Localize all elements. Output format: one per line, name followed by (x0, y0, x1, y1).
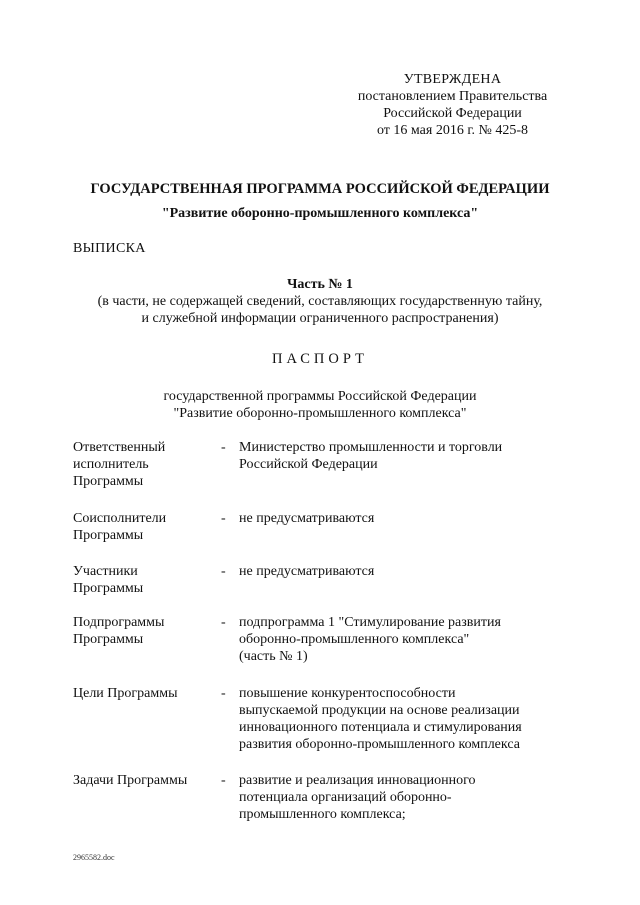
field-value-line: оборонно-промышленного комплекса" (239, 632, 470, 647)
field-label (73, 772, 213, 789)
field-value-line: подпрограмма 1 "Стимулирование развития (239, 615, 501, 630)
approval-line-3: от 16 мая 2016 г. № 425-8 (376, 123, 529, 138)
field-dash: - (221, 440, 226, 455)
field-label-line: Программы (73, 528, 144, 543)
field-value (239, 563, 559, 580)
field-label (73, 439, 213, 490)
field-label-line: Соисполнители (73, 511, 167, 526)
field-value-line: развитие и реализация инновационного (239, 773, 476, 788)
field-dash: - (221, 686, 226, 701)
field-value-line: промышленного комплекса; (239, 807, 406, 822)
field-label (73, 685, 213, 702)
field-value-line: развития оборонно-промышленного комплекса (239, 737, 520, 752)
program-title: ГОСУДАРСТВЕННАЯ ПРОГРАММА РОССИЙСКОЙ ФЕДЕРАЦИИ (90, 181, 550, 197)
field-label-line: Цели Программы (73, 686, 178, 701)
part-note (40, 293, 600, 327)
field-value-line: (часть № 1) (239, 649, 308, 664)
document-file-code: 2965582.doc (73, 853, 115, 862)
passport-subtitle-line-2: "Развитие оборонно-промышленного комплекса" (173, 406, 467, 421)
approval-stamp (330, 71, 575, 139)
part-title: Часть № 1 (287, 277, 353, 292)
field-value-line: потенциала организаций оборонно- (239, 790, 452, 805)
field-label (73, 614, 213, 648)
field-value-line: не предусматриваются (239, 511, 375, 526)
field-label-line: Ответственный (73, 440, 166, 455)
field-value (239, 439, 559, 473)
field-value (239, 772, 559, 823)
field-value (239, 510, 559, 527)
field-value-line: повышение конкурентоспособности (239, 686, 456, 701)
field-value (239, 685, 559, 753)
field-label-line: Программы (73, 581, 144, 596)
field-label-line: Программы (73, 632, 144, 647)
field-dash: - (221, 564, 226, 579)
field-dash: - (221, 615, 226, 630)
field-label-line: Программы (73, 474, 144, 489)
field-label-line: Участники (73, 564, 138, 579)
passport-subtitle (40, 388, 600, 422)
field-value-line: Министерство промышленности и торговли (239, 440, 503, 455)
approval-line-1: постановлением Правительства (357, 89, 548, 104)
field-label (73, 563, 213, 597)
field-value-line: инновационного потенциала и стимулирования (239, 720, 522, 735)
extract-label: ВЫПИСКА (73, 241, 146, 256)
field-value-line: Российской Федерации (239, 457, 378, 472)
field-dash: - (221, 773, 226, 788)
field-label-line: Задачи Программы (73, 773, 188, 788)
program-subtitle: "Развитие оборонно-промышленного комплекса" (161, 206, 479, 221)
field-value (239, 614, 559, 665)
field-label-line: исполнитель (73, 457, 149, 472)
approval-heading: УТВЕРЖДЕНА (403, 72, 502, 87)
passport-subtitle-line-1: государственной программы Российской Федерации (163, 389, 477, 404)
part-note-line-2: и служебной информации ограниченного распространения) (141, 311, 499, 326)
field-label-line: Подпрограммы (73, 615, 165, 630)
approval-line-2: Российской Федерации (383, 106, 522, 121)
field-dash: - (221, 511, 226, 526)
field-value-line: не предусматриваются (239, 564, 375, 579)
field-value-line: выпускаемой продукции на основе реализации (239, 703, 520, 718)
passport-title: ПАСПОРТ (272, 351, 368, 367)
part-note-line-1: (в части, не содержащей сведений, составляющих государственную тайну, (97, 294, 543, 309)
field-label (73, 510, 213, 544)
